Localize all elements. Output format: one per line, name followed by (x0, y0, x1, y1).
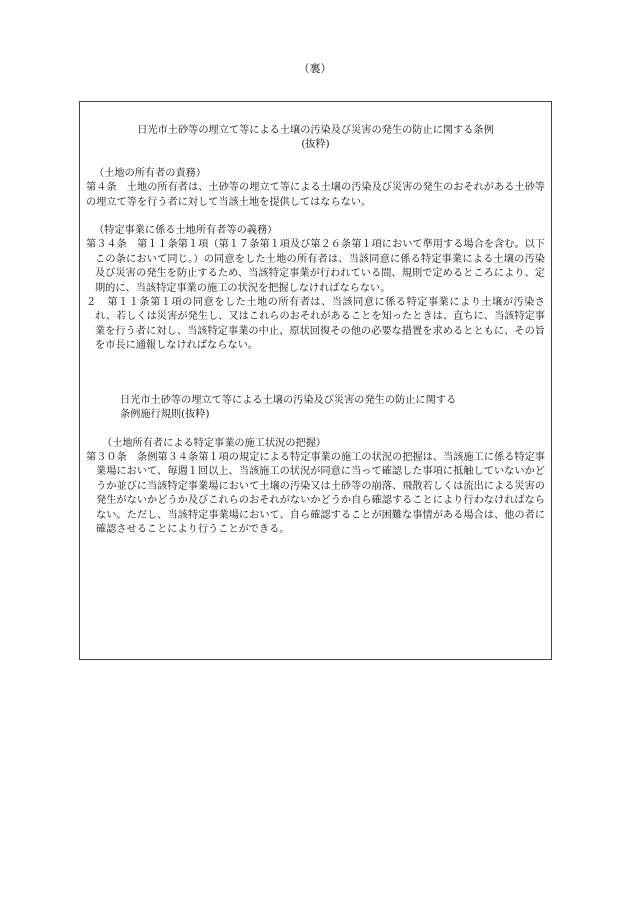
regulation-title-line1: 日光市土砂等の埋立て等による土壌の汚染及び災害の発生の防止に関する (120, 394, 457, 406)
ordinance-title-line1: 日光市土砂等の埋立て等による土壌の汚染及び災害の発生の防止に関する条例 (137, 125, 494, 136)
section-land-owner-duty (86, 167, 545, 210)
article-4: 第４条 土地の所有者は、土砂等の埋立て等による土壌の汚染及び災害の発生のおそれがある土砂等の埋立て等を行う者に対して当該土地を提供してはならない。 (86, 182, 545, 208)
ordinance-title-line2: (抜粋) (301, 139, 330, 151)
ordinance-title (86, 124, 545, 153)
page-side-label: （裏） (298, 62, 332, 75)
regulation-title-line2: 条例施行規則(抜粋) (120, 409, 210, 421)
article-34-paragraph-2: ２ 第１１条第１項の同意をした土地の所有者は、当該同意に係る特定事業により土壌が汚染され、若しくは災害が発生し、又はこれらのおそれがあることを知ったときは、直ちに、当該特定事業を行う者に対し、当該特定事業の中止、原状回復その他の必要な措置を求めるとともに、その旨を市長に通報しなければならない。 (86, 297, 545, 352)
section-heading: （特定事業に係る土地所有者等の義務） (94, 225, 278, 237)
article-34: 第３４条 第１１条第１項（第１７条第１項及び第２６条第１項において準用する場合を含む。以下この条において同じ。）の同意をした土地の所有者は、当該同意に係る特定事業による土壌の汚染及び災害の発生を防止するため、当該特定事業が行われている間、規則で定めるところにより、定期的に、当該特定事業の施工の状況を把握しなければならない。 (86, 239, 545, 294)
regulation-title (86, 394, 545, 423)
excerpt-frame (79, 101, 552, 660)
section-heading: （土地の所有者の責務） (94, 167, 207, 179)
regulation-section-heading: （土地所有者による特定事業の施工状況の把握） (102, 437, 327, 449)
regulation-article-30: 第３０条 条例第３４条第１項の規定による特定事業の施工の状況の把握は、当該施工に係る特定事業場において、毎週１回以上、当該施工の状況が同意に当って確認した事項に抵触していないかどうか並びに当該特定事業場において土壌の汚染又は土砂等の崩落、飛散若しくは流出による災害の発生がないかどうか及びこれらのおそれがないかどうか自ら確認することにより行わなければならない。ただし、当該特定事業場において、自ら確認することが困難な事情がある場合は、他の者に確認させることにより行うことができる。 (86, 451, 545, 535)
section-specific-project-obligations (86, 224, 545, 354)
spacer (86, 354, 545, 394)
